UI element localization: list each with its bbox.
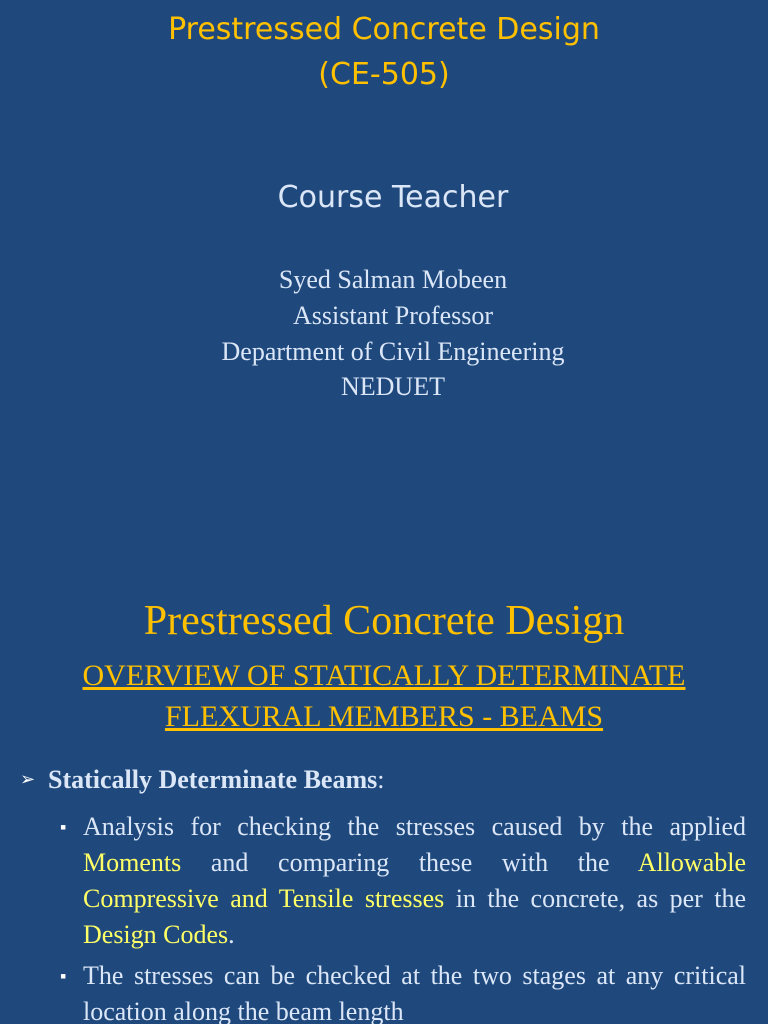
teacher-institution: NEDUET xyxy=(341,372,445,401)
course-teacher-heading: Course Teacher xyxy=(277,180,509,215)
square-bullet-icon: ▪ xyxy=(60,817,67,837)
highlight-design-codes: Design Codes xyxy=(83,920,229,949)
sub-bullet-2-text: The stresses can be checked at the two stages at any critical location along the beam length xyxy=(83,961,746,1024)
sub-bullet-1-part3: in the concrete, as per the xyxy=(444,884,747,913)
teacher-name: Syed Salman Mobeen xyxy=(278,265,508,294)
square-bullet-icon: ▪ xyxy=(60,966,67,986)
sub-bullet-1-part1: Analysis for checking the stresses caused by the applied xyxy=(83,812,746,841)
main-bullet-label: Statically Determinate Beams xyxy=(48,765,378,794)
teacher-department: Department of Civil Engineering xyxy=(221,337,565,366)
course-title: Prestressed Concrete Design xyxy=(168,12,600,47)
sub-bullet-1-text xyxy=(83,809,746,953)
highlight-moments: Moments xyxy=(83,848,182,877)
slide-subtitle-line2: FLEXURAL MEMBERS - BEAMS xyxy=(164,700,604,733)
teacher-position: Assistant Professor xyxy=(292,301,494,330)
sub-bullet-1 xyxy=(60,809,746,953)
course-code: (CE-505) xyxy=(318,57,450,92)
sub-bullet-1-part4: . xyxy=(228,920,235,949)
main-bullet-suffix: : xyxy=(377,765,385,794)
highlight-allowable-stresses: Allowable Compressive and Tensile stresses xyxy=(83,848,746,913)
arrow-bullet-icon: ➢ xyxy=(20,769,36,789)
slide-title: Prestressed Concrete Design xyxy=(143,598,625,644)
sub-bullet-1-part2: and comparing these with the xyxy=(181,848,638,877)
main-bullet xyxy=(20,760,760,799)
sub-bullet-2 xyxy=(60,958,746,1024)
slide-subtitle-line1: OVERVIEW OF STATICALLY DETERMINATE xyxy=(82,659,686,692)
